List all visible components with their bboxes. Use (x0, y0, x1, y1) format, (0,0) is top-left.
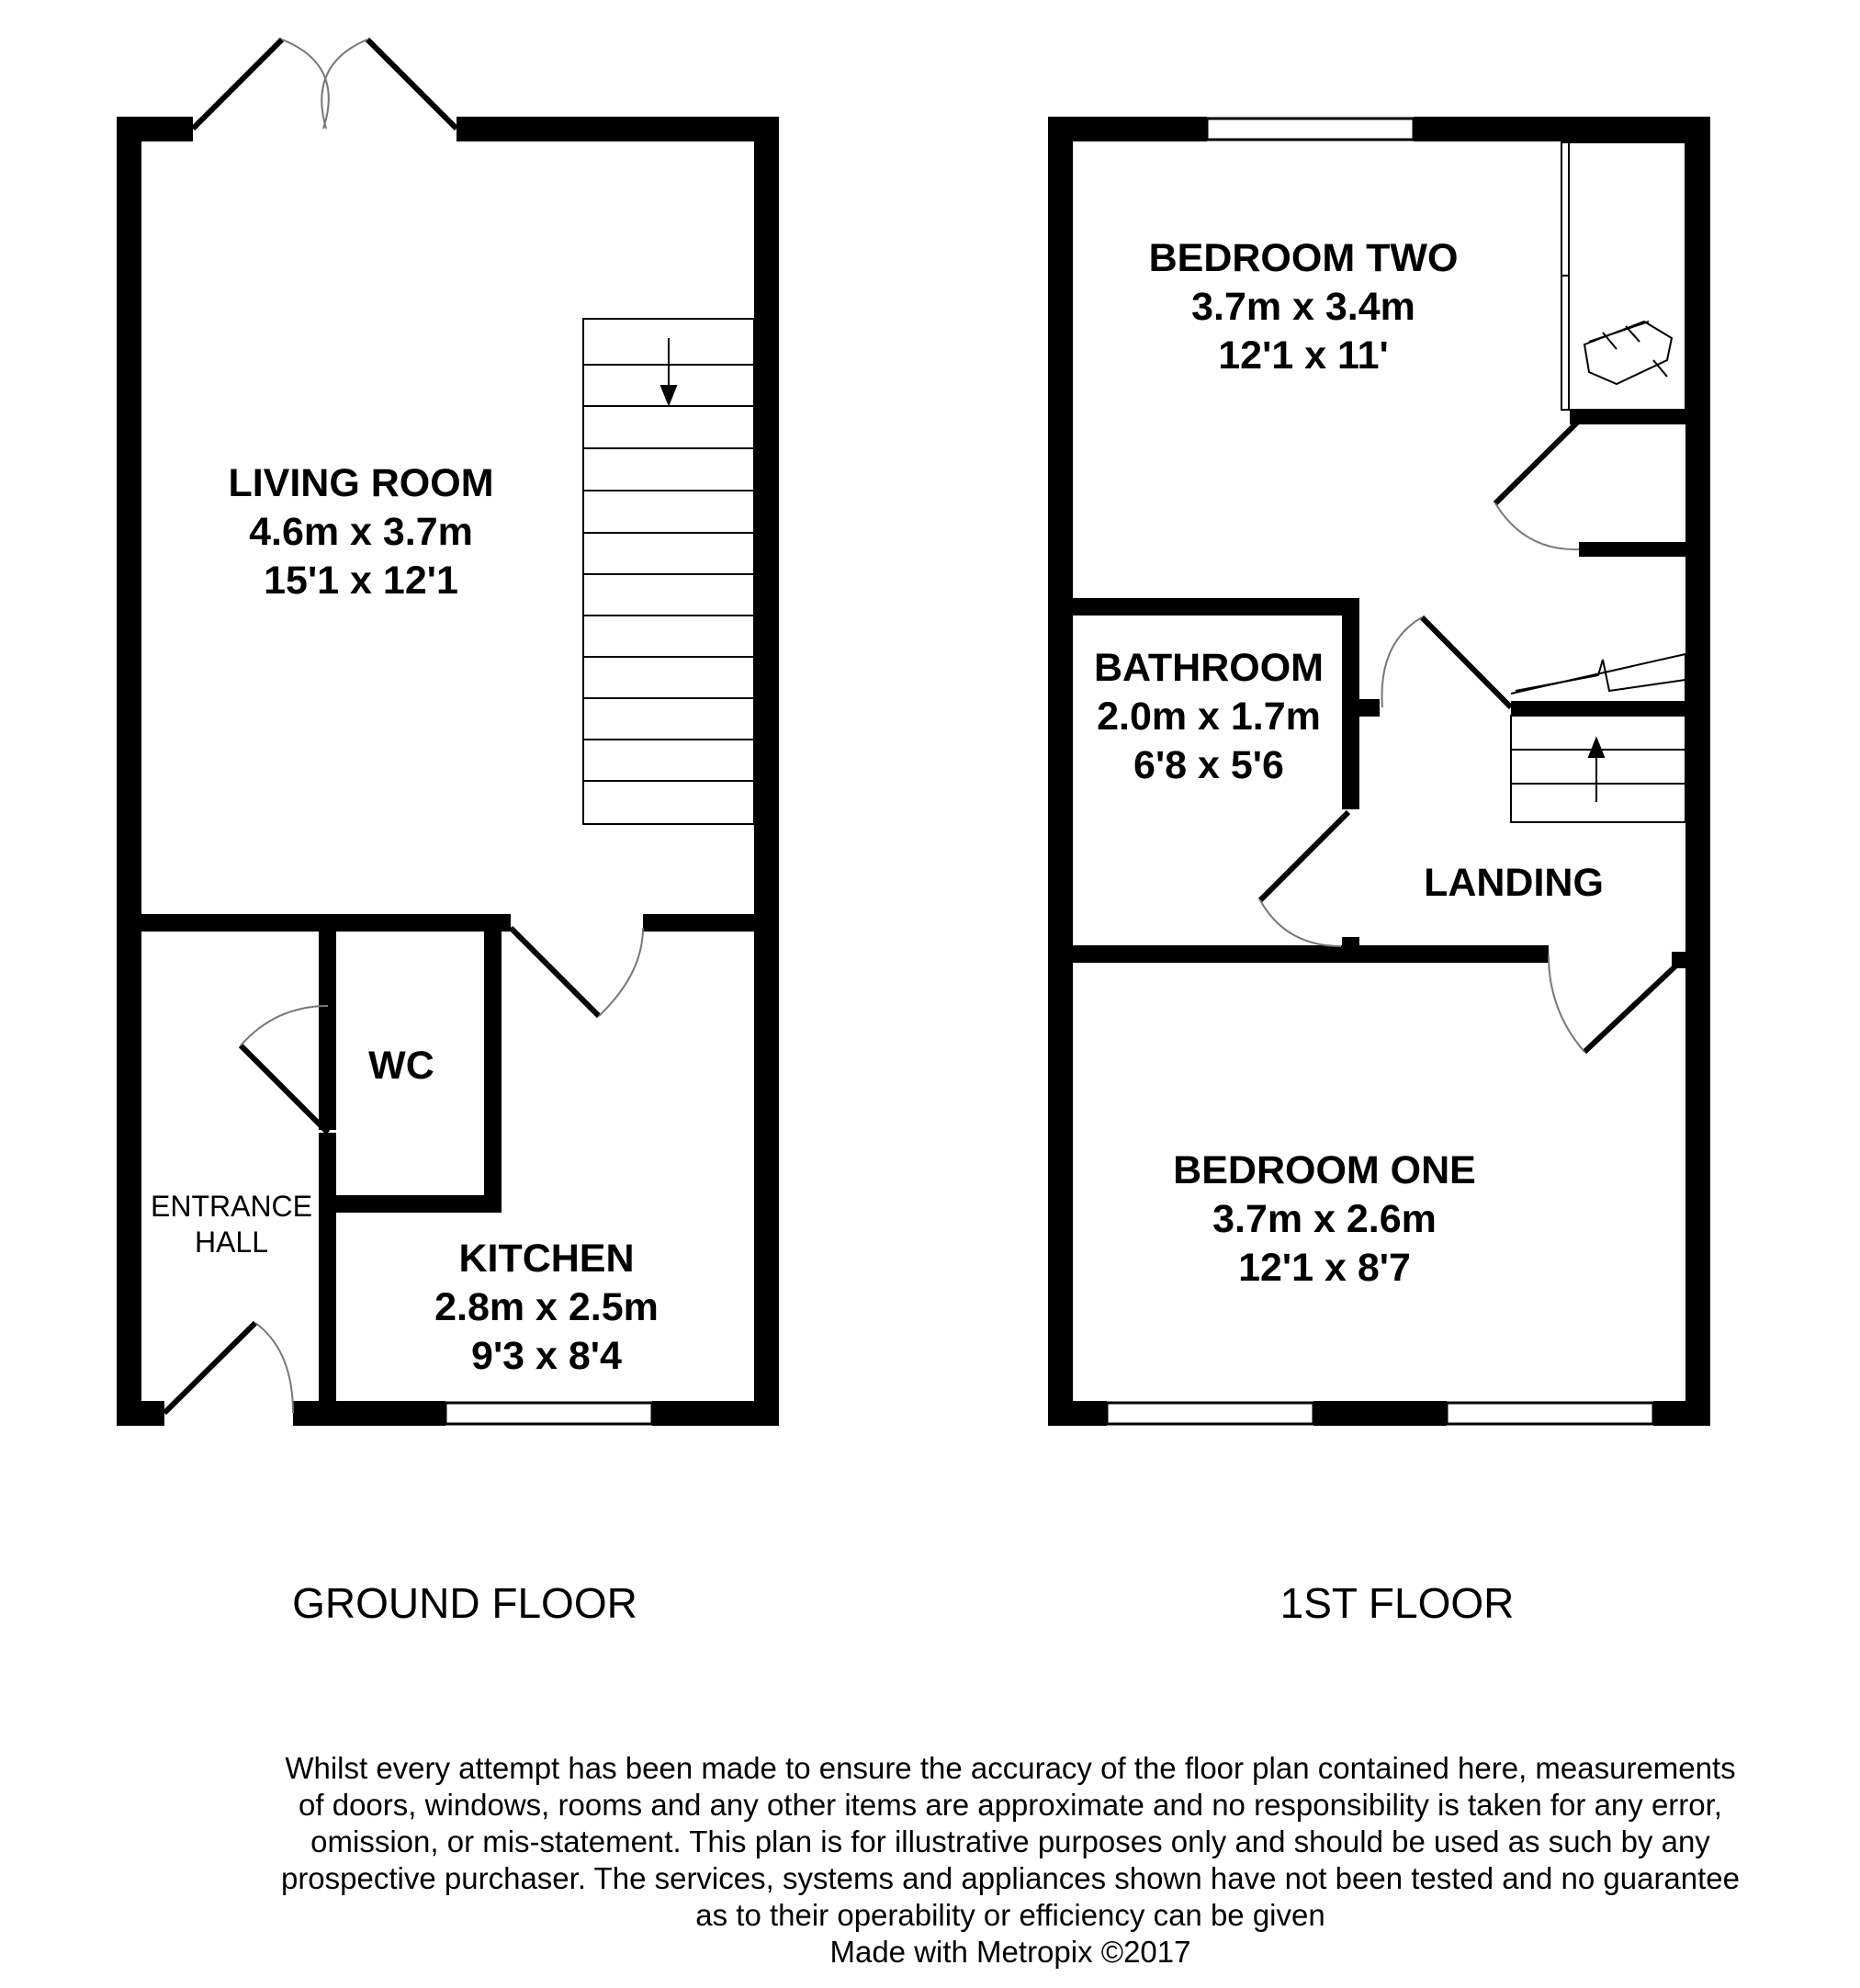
bedroom-two-imperial: 12'1 x 11' (1218, 333, 1389, 378)
disclaimer (202, 1750, 1819, 1971)
living-room-imperial: 15'1 x 12'1 (264, 559, 458, 603)
landing-name: LANDING (1424, 861, 1604, 905)
wc-name: WC (368, 1044, 434, 1088)
first-floor-stairs (1511, 654, 1685, 822)
disclaimer-line: as to their operability or efficiency can be given (695, 1898, 1325, 1932)
ground-floor-stairs (583, 319, 754, 824)
kitchen-imperial: 9'3 x 8'4 (471, 1334, 622, 1378)
disclaimer-line: omission, or mis-statement. This plan is for illustrative purposes only and should be used as such by any (310, 1824, 1710, 1858)
bedroom-two-name: BEDROOM TWO (1148, 236, 1459, 280)
disclaimer-line: of doors, windows, rooms and any other items are approximate and no responsibility is taken for any error, (299, 1788, 1722, 1822)
ground-floor-label: GROUND FLOOR (292, 1579, 637, 1627)
bedroom-one-imperial: 12'1 x 8'7 (1238, 1246, 1411, 1290)
bedroom-one-metric: 3.7m x 2.6m (1212, 1197, 1437, 1241)
bathroom-name: BATHROOM (1093, 646, 1325, 690)
disclaimer-line: Whilst every attempt has been made to ensure the accuracy of the floor plan contained here, measurements (285, 1751, 1736, 1785)
bedroom-one-name: BEDROOM ONE (1173, 1148, 1476, 1192)
bedroom-two-metric: 3.7m x 3.4m (1191, 285, 1415, 329)
kitchen-metric: 2.8m x 2.5m (434, 1285, 659, 1329)
first-floor-label: 1ST FLOOR (1279, 1579, 1515, 1627)
kitchen-name: KITCHEN (458, 1237, 635, 1281)
living-room-name: LIVING ROOM (228, 461, 494, 505)
wardrobe (1561, 142, 1685, 410)
first-floor-plan (1048, 117, 1710, 1627)
ground-floor-windows (445, 1403, 652, 1424)
entrance-hall-line2: HALL (194, 1226, 269, 1259)
ground-floor-plan (117, 40, 779, 1627)
entrance-hall-line1: ENTRANCE (150, 1190, 313, 1223)
disclaimer-line: prospective purchaser. The services, systems and appliances shown have not been tested and no guarantee (280, 1861, 1741, 1895)
credit: Made with Metropix ©2017 (829, 1935, 1191, 1969)
living-room-metric: 4.6m x 3.7m (249, 510, 473, 554)
bathroom-metric: 2.0m x 1.7m (1097, 695, 1321, 739)
bathroom-imperial: 6'8 x 5'6 (1133, 743, 1284, 787)
